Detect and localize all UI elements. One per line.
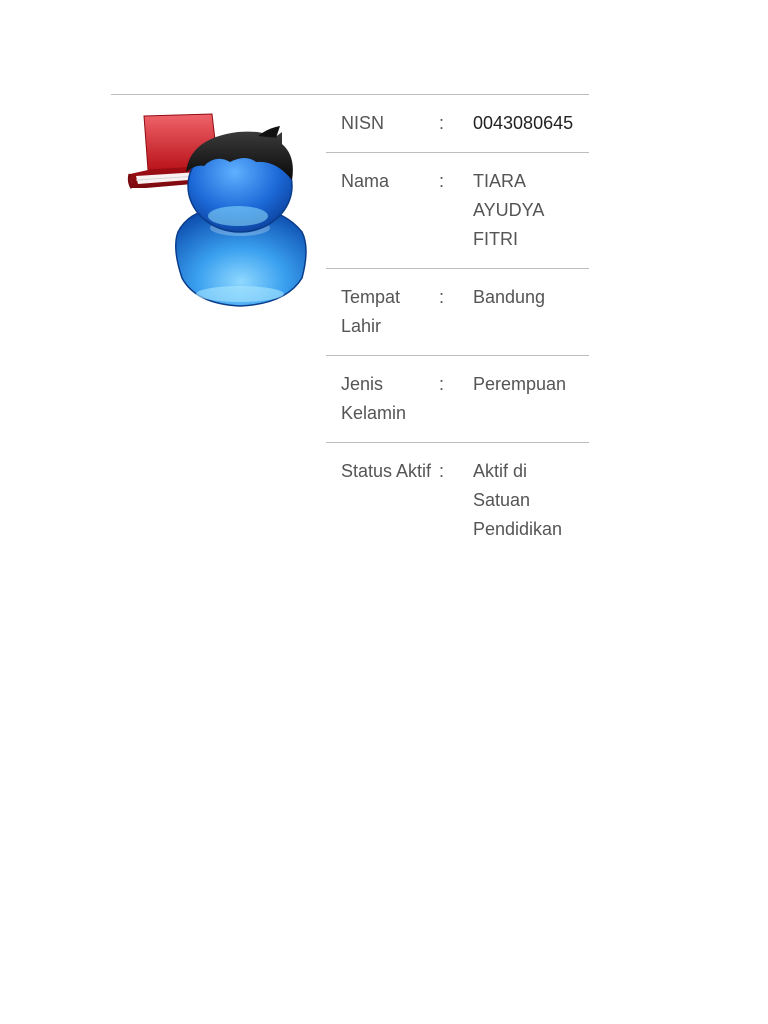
table-row [326,356,589,443]
field-label: Status Aktif [341,461,432,481]
field-label: NISN [326,95,439,153]
field-value-tempat-lahir: Bandung [473,269,589,356]
table-row [326,95,589,153]
field-value-nisn: 0043080645 [473,95,589,153]
student-user-icon [126,108,312,314]
field-label: Jenis Kelamin [326,356,439,443]
field-separator: : [439,356,473,443]
table-row [326,153,589,269]
table-row [326,443,589,559]
field-label: Tempat Lahir [326,269,439,356]
person-icon [176,126,306,306]
field-separator: : [439,269,473,356]
table-row [326,269,589,356]
field-separator: : [439,95,473,153]
field-value-status-aktif: Aktif di Satuan Pendidikan [473,461,563,539]
field-separator: : [439,153,473,269]
field-value-nama: TIARA AYUDYA FITRI [473,153,589,269]
field-separator: : [439,461,445,481]
student-info-table [326,95,589,558]
field-label: Nama [326,153,439,269]
field-value-jenis-kelamin: Perempuan [473,356,589,443]
